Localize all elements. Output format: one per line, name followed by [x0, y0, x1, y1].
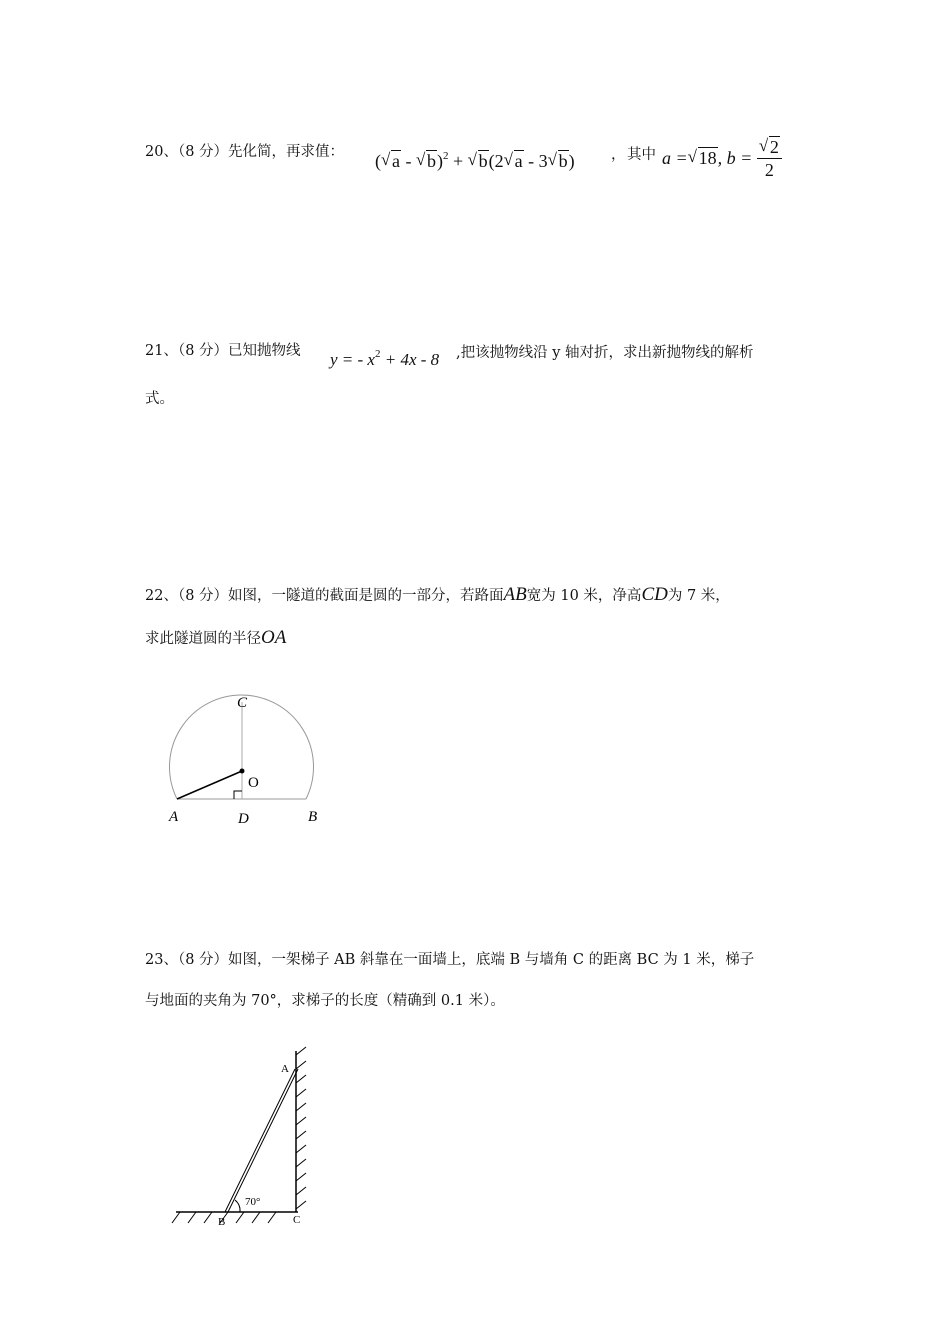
label-a: A	[281, 1063, 289, 1075]
q20-expression: (√ a - √ b)$^2$ + √ b(2√ a - 3√ b)	[375, 150, 575, 172]
label-c: C	[237, 695, 248, 711]
question-number: 23、	[145, 952, 178, 968]
q21-text-line2: 式。	[145, 391, 174, 407]
question-23	[145, 950, 754, 970]
right-angle-mark	[234, 791, 242, 799]
q21-formula: y = - $x^2 + 4x - 8$	[330, 348, 440, 369]
ladder-figure	[170, 1045, 330, 1235]
segment-oa: OA	[261, 627, 287, 648]
segment-cd: CD	[641, 584, 668, 605]
question-20	[145, 142, 344, 162]
q22-text-line2: 求此隧道圆的半径OA	[145, 627, 287, 648]
question-number: 22、	[145, 588, 178, 604]
question-text: （8 分）已知抛物线	[177, 343, 301, 359]
label-b: B	[218, 1216, 226, 1228]
q20-condition-label: 其中	[627, 147, 656, 163]
label-d: D	[238, 811, 249, 827]
question-text: （8 分）先化简，再求值：	[177, 144, 345, 160]
question-text: （8 分）如图，一隧道的截面是圆的一部分，若路面	[177, 588, 504, 604]
segment-ab: AB	[503, 584, 527, 605]
question-text: （8 分）如图，一架梯子 AB 斜靠在一面墙上，底端 B 与墙角 C 的距离 BC 为 1 米，梯子	[177, 952, 755, 968]
label-a: A	[169, 809, 179, 825]
ladder-inner-line	[225, 1069, 295, 1212]
q20-comma: ，	[611, 147, 626, 163]
q23-text-line2: 与地面的夹角为 70°，求梯子的长度（精确到 0.1 米）。	[145, 993, 505, 1009]
label-o: O	[248, 775, 259, 791]
question-21	[145, 341, 301, 361]
q20-condition: a =√ 18, b = √ $\frac{2}{2}$	[662, 136, 782, 181]
center-point-o	[240, 769, 245, 774]
label-angle: 70°	[245, 1196, 261, 1208]
label-b: B	[308, 809, 318, 825]
radius-oa	[177, 771, 242, 799]
wall-hatching	[296, 1047, 306, 1209]
tunnel-figure	[160, 690, 340, 830]
question-number: 20、	[145, 144, 178, 160]
label-c: C	[293, 1214, 301, 1226]
ladder-outer-line	[228, 1069, 298, 1212]
q21-text-continued: ,把该抛物线沿 y 轴对折，求出新抛物线的解析	[456, 345, 754, 361]
angle-arc	[235, 1200, 240, 1212]
question-22: 22、（8 分）如图，一隧道的截面是圆的一部分，若路面AB宽为 10 米，净高CD为 7 米，	[145, 584, 730, 605]
question-number: 21、	[145, 343, 178, 359]
